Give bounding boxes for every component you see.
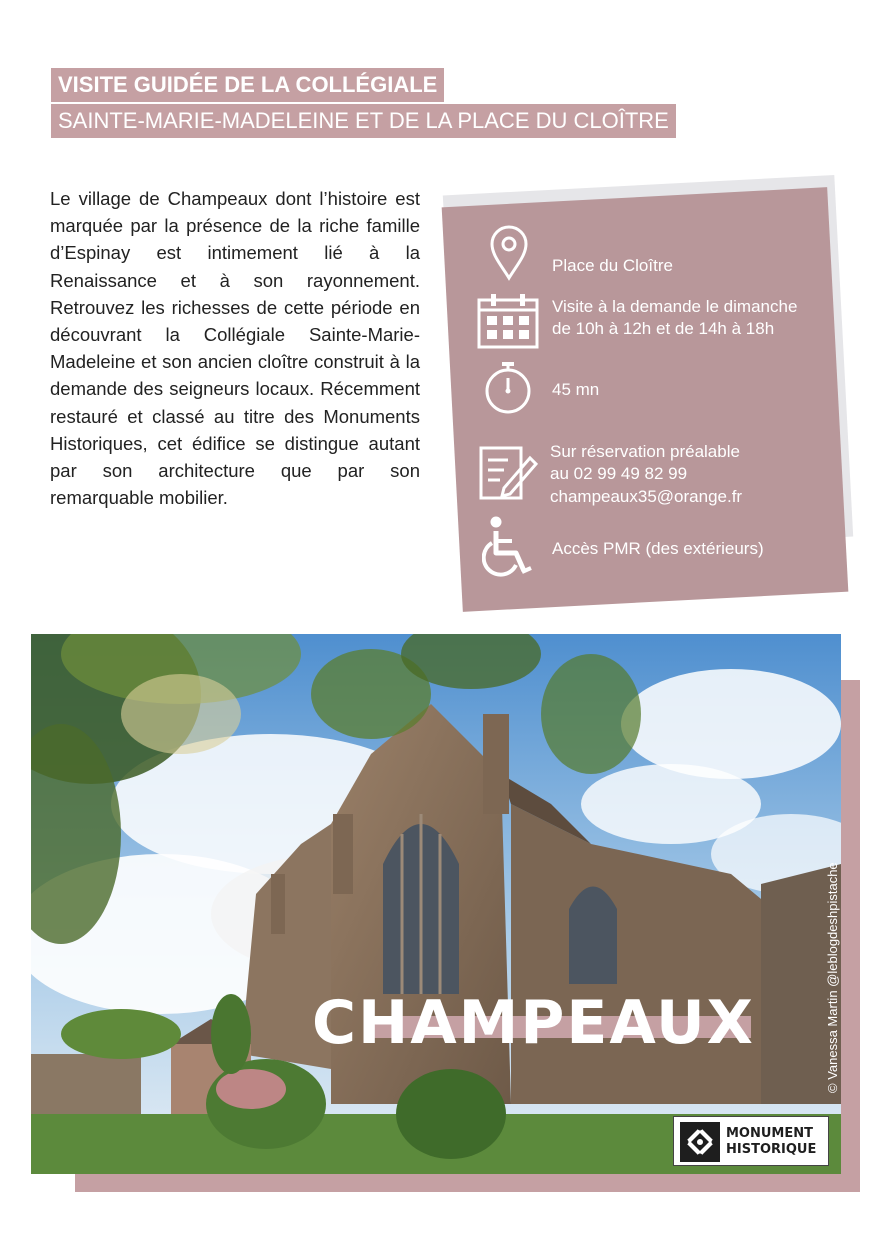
info-accessibility: Accès PMR (des extérieurs) bbox=[552, 539, 764, 558]
intro-paragraph: Le village de Champeaux dont l’histoire est marquée par la présence de la riche famille d’Espinay est intimement lié à la Renaissance et à son rayonnement. Retrouvez les richesses de cette période en découvrant la Collégiale Sainte-Marie-Madeleine et son ancien cloître construit à la demande des seigneurs locaux. Récemment restauré et classé au titre des Monuments Historiques, cet édifice se distingue autant par son architecture que par son remarquable mobilier. bbox=[50, 188, 420, 509]
info-schedule: Visite à la demande le dimanche de 10h à 12h et de 14h à 18h bbox=[552, 297, 798, 338]
photo-credit: © Vanessa Martin @leblogdeshpistache bbox=[825, 862, 840, 1093]
wheelchair-icon bbox=[482, 515, 534, 579]
title-line-1: VISITE GUIDÉE DE LA COLLÉGIALE bbox=[51, 68, 444, 102]
title-line-2: SAINTE-MARIE-MADELEINE ET DE LA PLACE DU CLOÎTRE bbox=[51, 104, 676, 138]
calendar-icon bbox=[477, 293, 539, 349]
info-booking-email[interactable]: champeaux35@orange.fr bbox=[550, 487, 743, 506]
church-photo bbox=[31, 634, 841, 1174]
info-booking-phone: au 02 99 49 82 99 bbox=[550, 464, 688, 483]
logo-text-line-1: MONUMENT bbox=[726, 1126, 813, 1141]
stopwatch-icon bbox=[483, 360, 533, 416]
town-name: CHAMPEAUX bbox=[312, 988, 755, 1058]
location-pin-icon bbox=[488, 225, 530, 281]
logo-text-line-2: HISTORIQUE bbox=[726, 1142, 817, 1157]
info-duration: 45 mn bbox=[552, 380, 600, 399]
monument-historique-mark-icon bbox=[680, 1122, 720, 1162]
info-booking-label: Sur réservation préalable bbox=[550, 442, 740, 461]
reservation-form-icon bbox=[478, 444, 540, 502]
monument-historique-logo bbox=[673, 1116, 829, 1166]
info-location: Place du Cloître bbox=[552, 256, 673, 275]
